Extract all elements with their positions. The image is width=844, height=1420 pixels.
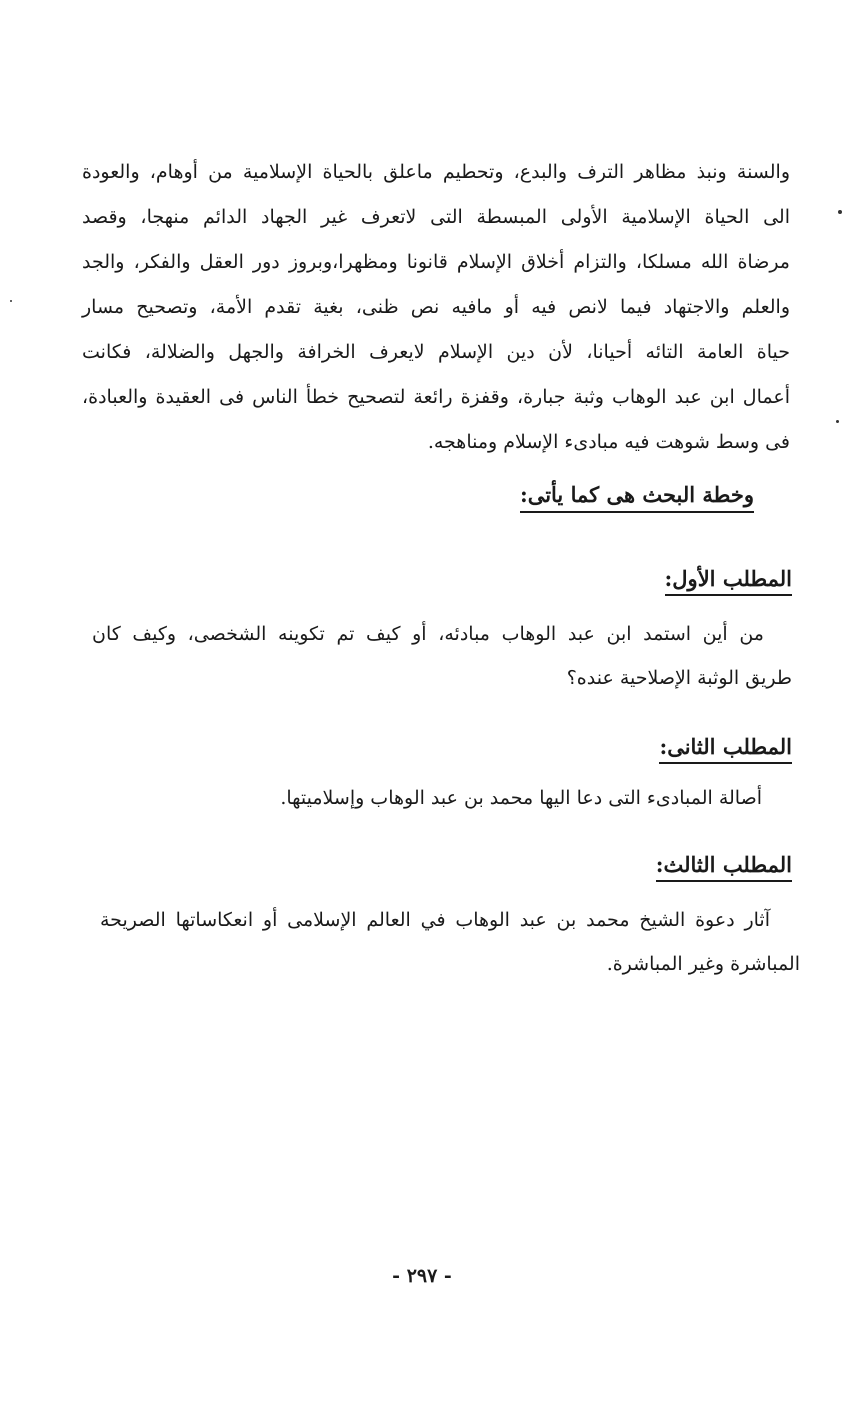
margin-mark: [836, 420, 839, 423]
margin-mark: [838, 210, 842, 214]
section-line: آثار دعوة الشيخ محمد بن عبد الوهاب في العالم الإسلامى أو انعكاساتها الصريحة: [100, 909, 770, 931]
section-line: المباشرة وغير المباشرة.: [606, 953, 800, 975]
section-heading-first: المطلب الأول:: [665, 566, 792, 596]
section-body-third: [100, 898, 800, 986]
section-body-second: [92, 776, 762, 820]
intro-line: أعمال ابن عبد الوهاب وثبة جبارة، وقفزة رائعة لتصحيح خطأ الناس فى العقيدة والعبادة،: [82, 386, 790, 408]
intro-line: مرضاة الله مسلكا، والتزام أخلاق الإسلام قانونا ومظهرا،وبروز دور العقل والفكر، والجد: [82, 251, 790, 273]
page-number: - ٢٩٧ -: [392, 1265, 452, 1287]
intro-line: والسنة ونبذ مظاهر الترف والبدع، وتحطيم ماعلق بالحياة الإسلامية من أوهام، والعودة: [82, 161, 790, 183]
research-plan-heading: وخطة البحث هى كما يأتى:: [520, 482, 754, 513]
section-line: طريق الوثبة الإصلاحية عنده؟: [566, 667, 792, 689]
section-body-first: [92, 612, 792, 700]
intro-paragraph: [82, 150, 790, 465]
section-line: من أين استمد ابن عبد الوهاب مبادئه، أو كيف تم تكوينه الشخصى، وكيف كان: [92, 623, 764, 645]
section-line: أصالة المبادىء التى دعا اليها محمد بن عبد الوهاب وإسلاميتها.: [280, 787, 762, 809]
intro-line: حياة العامة التائه أحيانا، لأن دين الإسلام لايعرف الخرافة والجهل والضلالة، فكانت: [82, 341, 790, 363]
intro-line: والعلم والاجتهاد فيما لانص فيه أو مافيه نص ظنى، بغية تقدم الأمة، وتصحيح مسار: [82, 296, 790, 318]
margin-mark: [10, 300, 12, 302]
section-heading-third: المطلب الثالث:: [656, 852, 792, 882]
section-heading-second: المطلب الثانى:: [659, 734, 792, 764]
intro-line: فى وسط شوهت فيه مبادىء الإسلام ومناهجه.: [427, 431, 790, 453]
intro-line: الى الحياة الإسلامية الأولى المبسطة التى لاتعرف غير الجهاد الدائم منهجا، وقصد: [82, 206, 790, 228]
